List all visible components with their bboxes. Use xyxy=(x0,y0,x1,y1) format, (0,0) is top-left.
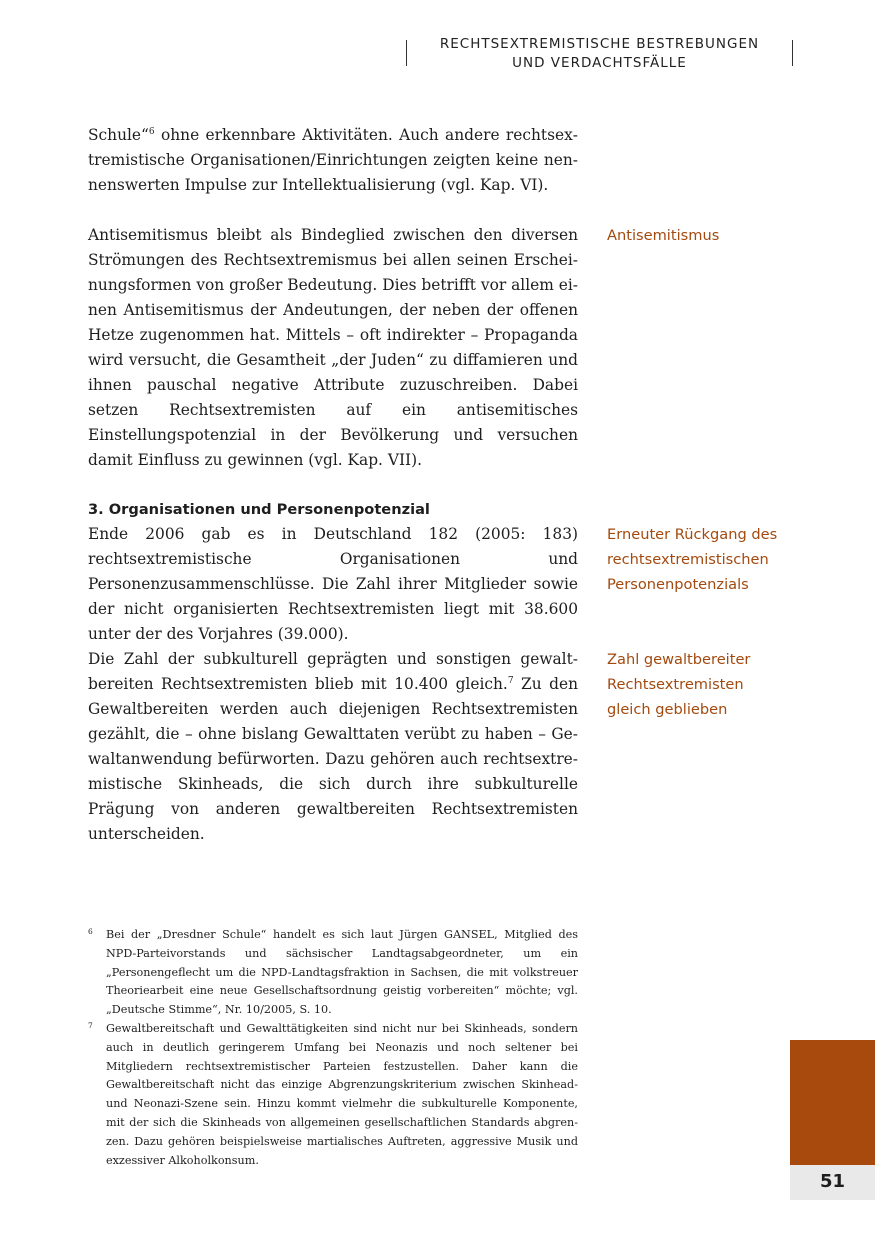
page-number: 51 xyxy=(819,1171,846,1192)
paragraph-text-start: Schule“ xyxy=(88,126,149,144)
paragraph-gewaltbereite xyxy=(88,647,578,847)
margin-note-line: rechtsextremistischen xyxy=(607,551,769,568)
footnote-ref-7[interactable]: 7 xyxy=(507,676,514,686)
paragraph-dresdner-schule xyxy=(88,123,578,198)
margin-note-line: Personenpotenzials xyxy=(607,576,749,593)
footnote-text: Bei der „Dresdner Schule“ handelt es sich laut Jürgen GANSEL, Mitglied des NPD-Parteivorstands und sächsischer Landtagsabgeordneter, um ein „Personengeflecht um die NPD-Landtagsfraktion in Sachsen, die mit volkstreuer Theoriearbeit eine neue Gesellschaftsordnung geistig vorbereiten“ möchte; vgl. „Deutsche Stimme“, Nr. 10/2005, S. 10. xyxy=(106,928,578,1017)
margin-note-gewaltbereit xyxy=(607,647,807,722)
footnotes xyxy=(88,926,578,1170)
paragraph-text-end: Zu den Gewaltbereiten werden auch diejenigen Rechtsextremisten gezählt, die – ohne bislang Gewalttaten verübt zu haben – Gewaltanwendung befürworten. Dazu gehören auch rechtsextremistische Skinheads, die sich durch ihre subkulturelle Prägung von anderen gewaltbereiten Rechtsextremisten unterscheiden. xyxy=(88,675,579,843)
paragraph-text-end: ohne erkennbare Aktivitäten. Auch andere rechtsextremistische Organisationen/Einrichtungen zeigten keine nennenswerten Impulse zur Intellektualisierung (vgl. Kap. VI). xyxy=(88,126,578,194)
margin-note-rueckgang xyxy=(607,522,807,597)
paragraph-text-start: Die Zahl der subkulturell geprägten und sonstigen gewaltbereiten Rechtsextremisten blieb mit 10.400 gleich. xyxy=(88,650,578,693)
footnote-number: 7 xyxy=(88,1020,93,1030)
section-heading: 3. Organisationen und Personenpotenzial xyxy=(88,501,430,518)
paragraph-antisemitismus: Antisemitismus bleibt als Bindeglied zwischen den diversen Strömungen des Rechtsextremismus bei allen seinen Erscheinungsformen von großer Bedeutung. Dies betrifft vor allem einen Antisemitismus der Andeutungen, der neben der offenen Hetze zugenommen hat. Mittels – oft indirekter – Propaganda wird versucht, die Gesamtheit „der Juden“ zu diffamieren und ihnen pauschal negative Attribute zuzuschreiben. Dabei setzen Rechtsextremisten auf ein antisemitisches Einstellungspotenzial in der Bevölkerung und versuchen damit Einfluss zu gewinnen (vgl. Kap. VII). xyxy=(88,226,578,469)
running-header-line-2: UND VERDACHTSFÄLLE xyxy=(512,55,687,71)
chapter-tab-block xyxy=(790,1040,875,1165)
margin-note-line: Rechtsextremisten xyxy=(607,676,744,693)
footnote-text: Gewaltbereitschaft und Gewalttätigkeiten sind nicht nur bei Skinheads, sondern auch in deutlich geringerem Umfang bei Neonazis und noch seltener bei Mitgliedern rechtsextremistischer Parteien festzustellen. Daher kann die Gewaltbereitschaft nicht das einzige Abgrenzungskriterium zwischen Skinhead- und Neonazi-Szene sein. Hinzu kommt vielmehr die subkulturelle Komponente, mit der sich die Skinheads von allgemeinen gesellschaftlichen Standards abgrenzen. Dazu gehören beispielsweise martialisches Auftreten, aggressive Musik und exzessiver Alkoholkonsum. xyxy=(106,1021,578,1167)
margin-note-antisemitismus: Antisemitismus xyxy=(607,227,720,244)
running-header xyxy=(406,36,793,71)
paragraph-organisationen: Ende 2006 gab es in Deutschland 182 (2005: 183) rechtsextremistische Organisationen und Personenzusammenschlüsse. Die Zahl ihrer Mitglieder sowie der nicht organisierten Rechtsextremisten liegt mit 38.600 unter der des Vorjahres (39.000). xyxy=(88,525,578,643)
footnote-ref-6[interactable]: 6 xyxy=(148,127,155,137)
margin-note-line: gleich geblieben xyxy=(607,701,728,718)
footnote-7 xyxy=(88,1020,578,1170)
running-header-line-1: RECHTSEXTREMISTISCHE BESTREBUNGEN xyxy=(439,36,760,52)
margin-note-line: Zahl gewaltbereiter xyxy=(607,651,751,668)
margin-note-line: Erneuter Rückgang des xyxy=(607,526,778,543)
footnote-number: 6 xyxy=(88,927,93,936)
page-number-box xyxy=(790,1165,875,1200)
footnote-6 xyxy=(88,926,578,1020)
running-header-text xyxy=(407,35,792,73)
